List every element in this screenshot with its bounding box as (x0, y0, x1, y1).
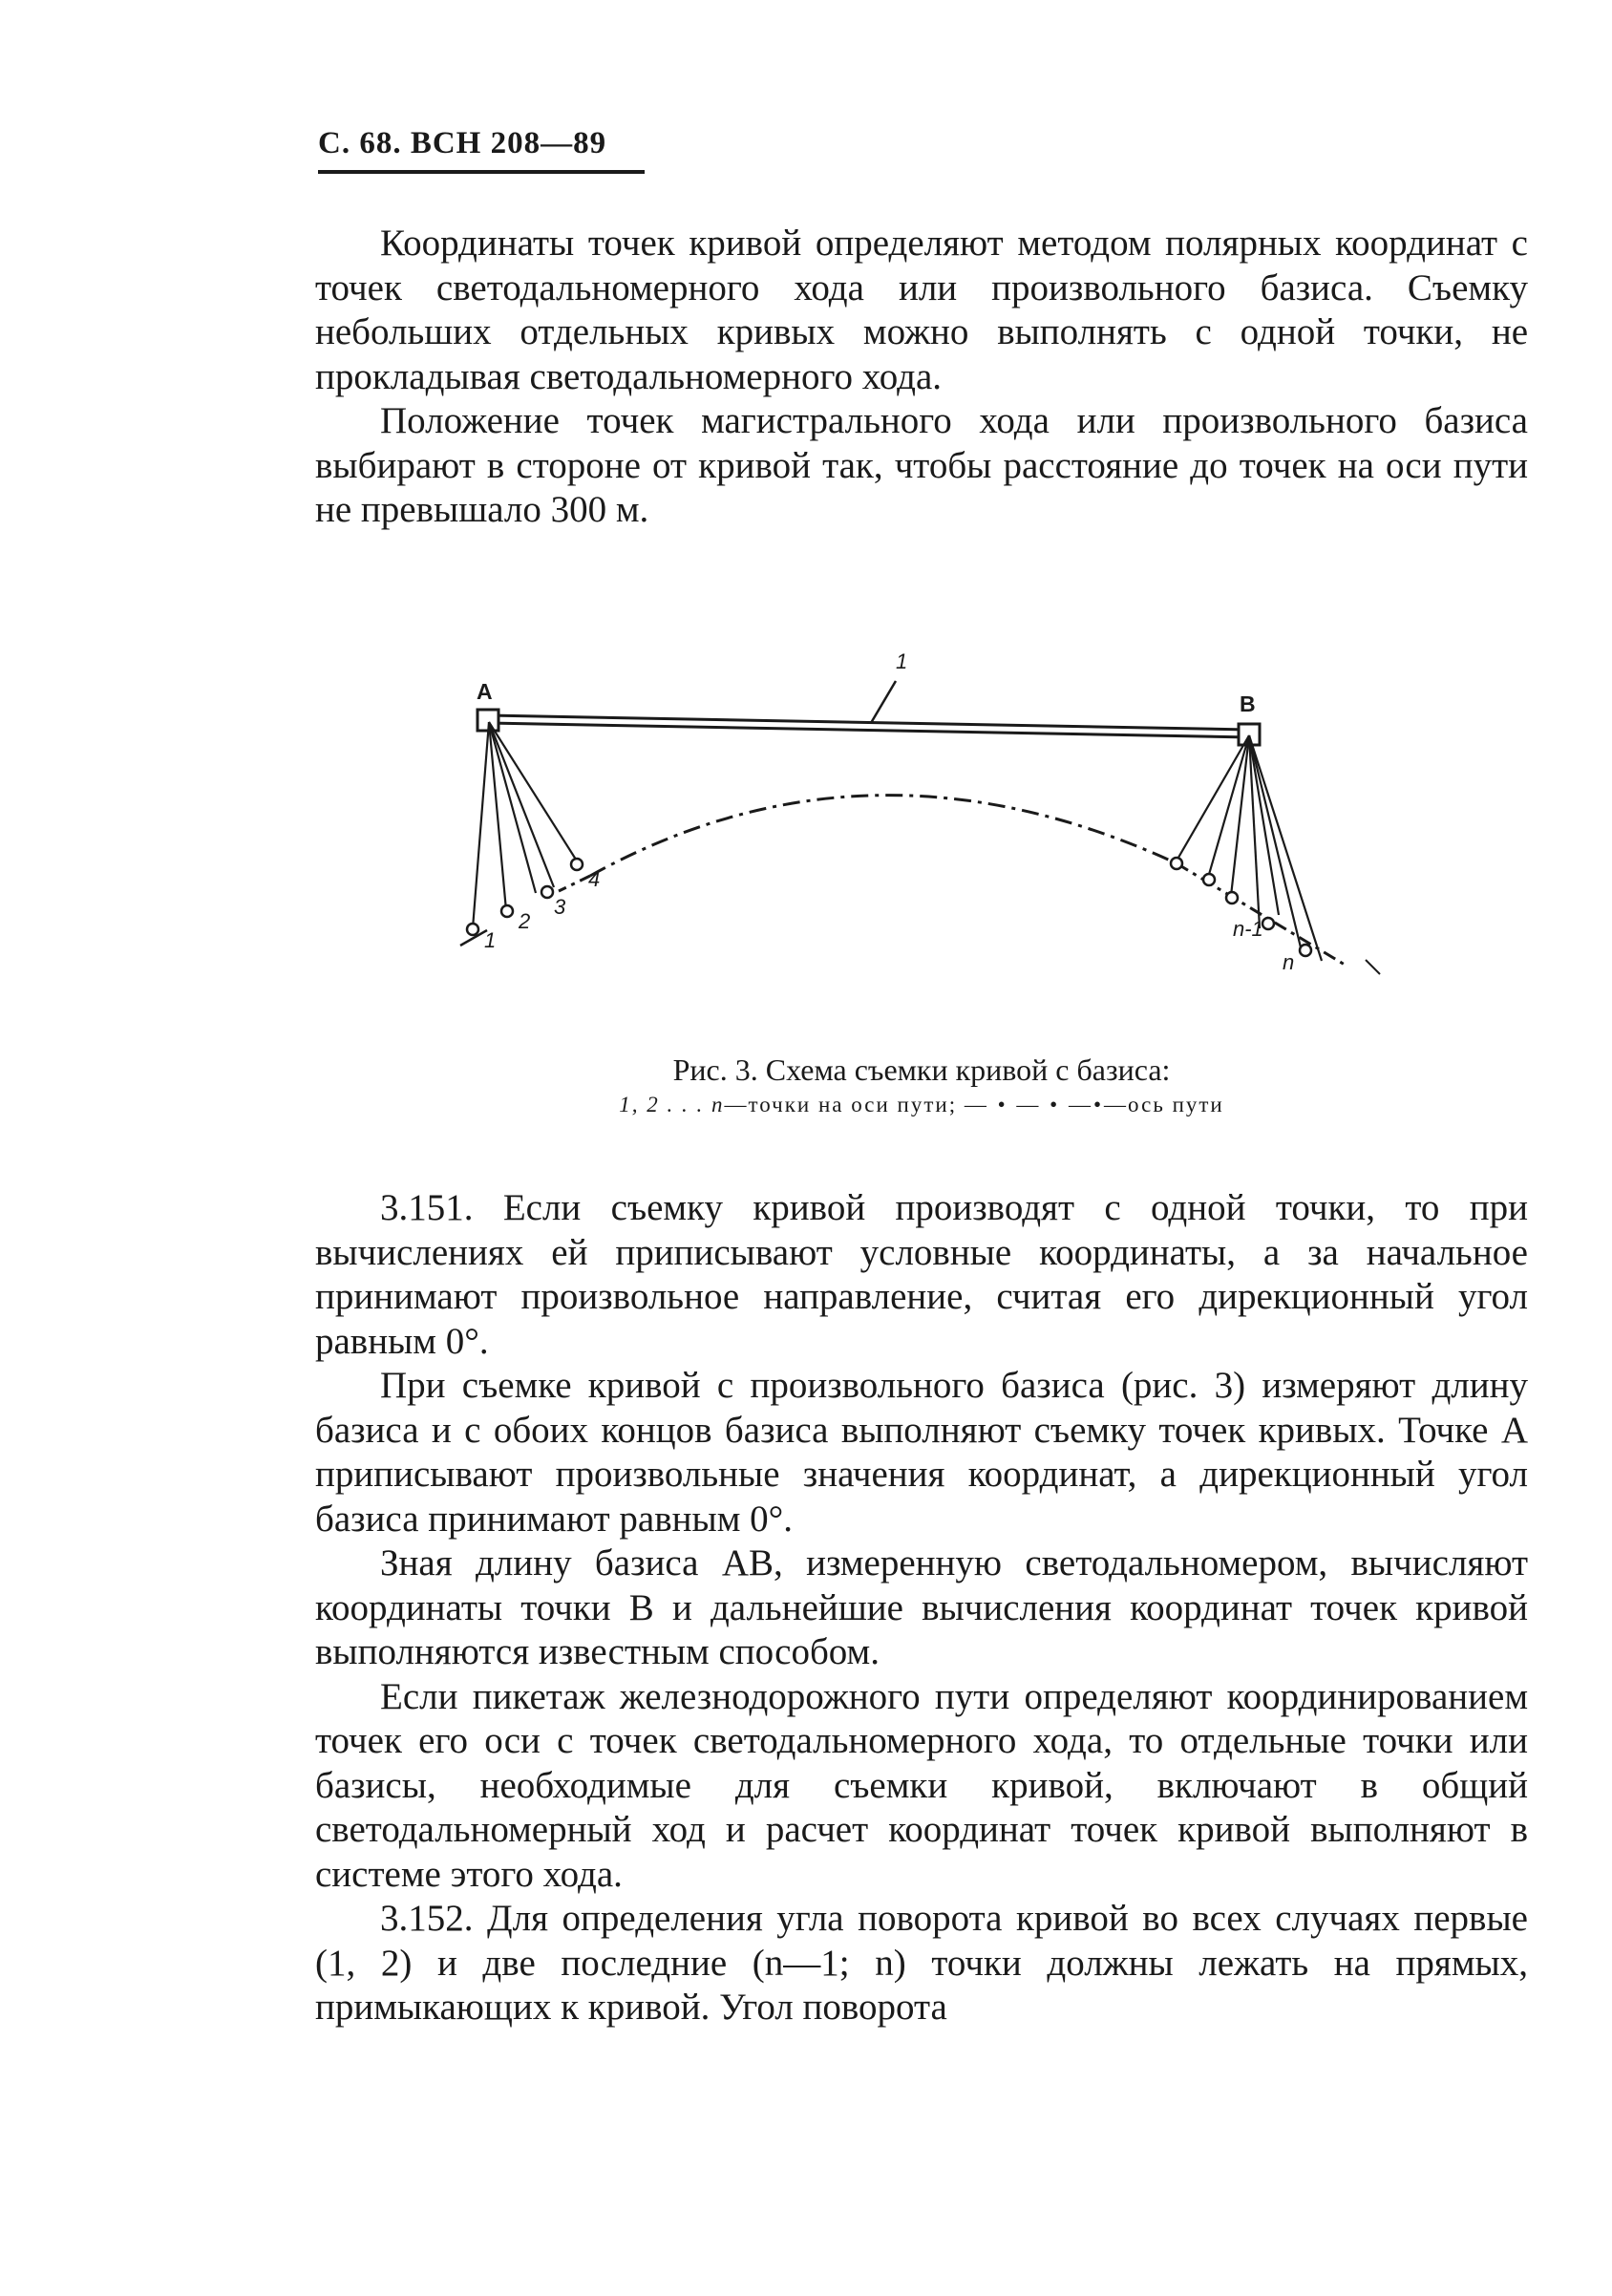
track-axis-curve (590, 796, 1177, 876)
header-underline (318, 170, 645, 174)
figure-curve-survey-scheme (420, 640, 1413, 1012)
label-point-n: n (1283, 950, 1295, 974)
label-point-1: 1 (484, 928, 497, 952)
point-b3-marker (1226, 892, 1238, 904)
baseline-top-line (488, 715, 1249, 730)
paragraph: 3.152. Для определения угла поворота кривой во всех случаях первые (1, 2) и две последние (n—1; n) точки должны лежать на прямых, примыкающих к кривой. Угол поворота (315, 1898, 1528, 2028)
ray-a-4 (489, 722, 578, 862)
text-block-bottom (315, 1186, 1528, 2030)
legend-points-desc: —точки на оси пути; (724, 1093, 958, 1116)
ray-a-3b (489, 722, 554, 887)
point-b2-marker (1203, 874, 1215, 885)
point-3-marker (541, 886, 553, 898)
point-n-marker (1300, 945, 1311, 956)
label-station-a: A (477, 679, 493, 704)
paragraph: Координаты точек кривой определяют методом полярных координат с точек светодальномерного хода или произвольного базиса. Съемку небольших отдельных кривых можно выполнять с одной точки, не прокладывая светодальномерного хода. (315, 223, 1528, 397)
legend-points: 1, 2 . . . n (619, 1093, 725, 1116)
baseline-bottom-line (488, 723, 1249, 737)
point-b1-marker (1171, 858, 1182, 869)
figure-caption: Рис. 3. Схема съемки кривой с базиса: (672, 1052, 1171, 1087)
paragraph: При съемке кривой с произвольного базиса (рис. 3) измеряют длину базиса и с обоих концов базиса выполняют съемку точек кривых. Точке А приписывают произвольные значения координат, а дирекционный угол базиса принимают равным 0°. (315, 1365, 1528, 1540)
point-4-marker (571, 859, 583, 870)
point-2-marker (501, 905, 513, 917)
ray-b-1 (1176, 735, 1249, 862)
label-line-1: 1 (896, 649, 908, 673)
paragraph: Зная длину базиса АВ, измеренную светодальномером, вычисляют координаты точки В и дальнейшие вычисления координат точек кривой выполняются известным способом. (315, 1542, 1528, 1672)
point-1-marker (467, 924, 478, 935)
label-point-n-1: n-1 (1233, 917, 1263, 941)
ray-a-1 (473, 722, 489, 928)
label-point-2: 2 (519, 909, 531, 933)
point-n-1-marker (1262, 918, 1274, 929)
label-station-b: B (1240, 691, 1256, 716)
curve-survey-diagram (420, 640, 1413, 1012)
page-header: С. 68. ВСН 208—89 (318, 126, 607, 160)
paragraph: Если пикетаж железнодорожного пути определяют координированием точек его оси с точек светодальномерного хода, то отдельные точки или базисы, необходимые для съемки кривой, включают в общий светодальномерный ход и расчет координат точек кривой выполняют в системе этого хода. (315, 1675, 1528, 1895)
right-tangent (1177, 863, 1345, 965)
paragraph: Положение точек магистрального хода или произвольного базиса выбирают в стороне от кривой так, чтобы расстояние до точек на оси пути не превышало 300 м. (315, 400, 1528, 530)
legend-line-symbol: — • — • —• (964, 1093, 1105, 1116)
ray-b-2 (1208, 735, 1249, 878)
label-point-4: 4 (588, 867, 601, 891)
label-point-3: 3 (554, 895, 566, 919)
text-block-top (315, 222, 1528, 533)
figure-legend (315, 1091, 1528, 1119)
right-tangent-end (1366, 960, 1380, 974)
legend-line-desc: —ось пути (1104, 1093, 1224, 1116)
paragraph: 3.151. Если съемку кривой производят с одной точки, то при вычислениях ей приписывают условные координаты, а за начальное принимают произвольное направление, считая его дирекционный угол равным 0°. (315, 1187, 1528, 1362)
ray-b-n (1249, 735, 1301, 947)
ray-b-3 (1231, 735, 1249, 896)
leader-line-1 (871, 681, 896, 723)
left-tangent (559, 876, 590, 891)
